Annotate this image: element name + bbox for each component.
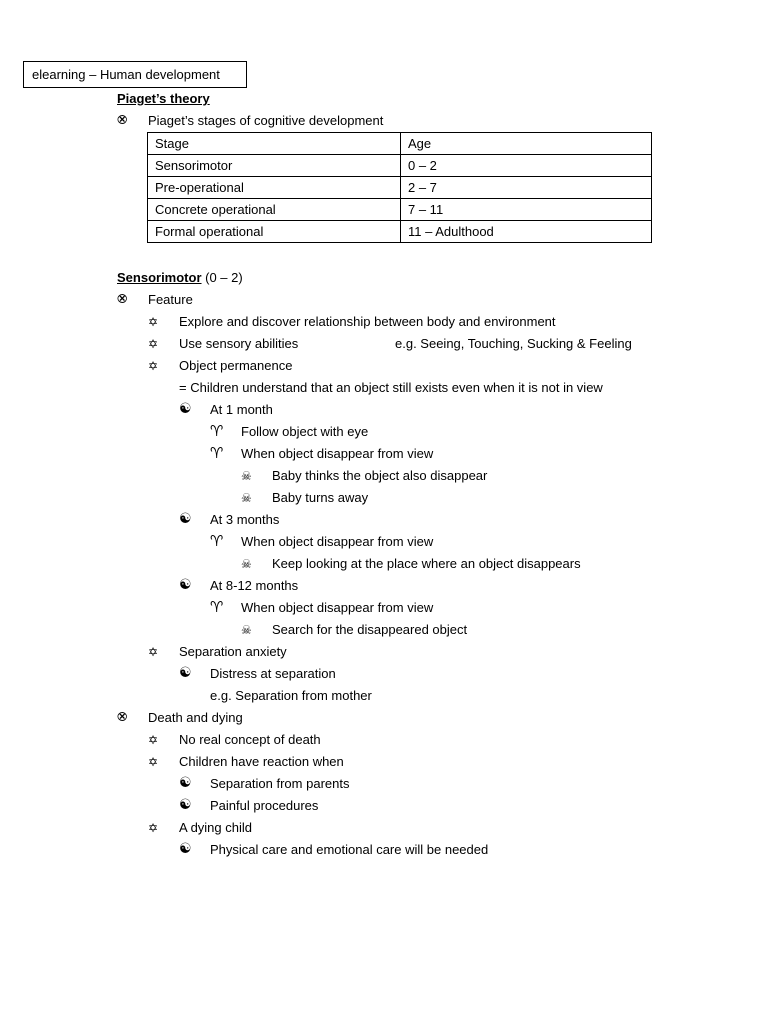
list-item-example: e.g. Seeing, Touching, Sucking & Feeling xyxy=(395,336,632,351)
death-label: Death and dying xyxy=(148,710,243,725)
stages-intro: Piaget’s stages of cognitive development xyxy=(148,113,384,128)
flag-bullet-icon: ⮿ xyxy=(117,292,128,307)
list-item: Baby thinks the object also disappear xyxy=(272,468,488,483)
definition-text: = Children understand that an object still exists even when it is not in view xyxy=(179,380,603,395)
sensorimotor-range: (0 – 2) xyxy=(201,270,243,285)
table-cell: Pre-operational xyxy=(148,177,401,199)
feature-label: Feature xyxy=(148,292,193,307)
star-bullet-icon: ✡ xyxy=(148,733,159,747)
table-cell: 11 – Adulthood xyxy=(401,221,652,243)
list-item: No real concept of death xyxy=(179,732,321,747)
list-item: Keep looking at the place where an object disappears xyxy=(272,556,581,571)
skull-bullet-icon: ☠ xyxy=(241,557,252,571)
section-title: Piaget’s theory xyxy=(117,91,210,106)
yin-yang-bullet-icon: ☯ xyxy=(179,775,192,791)
table-row xyxy=(148,177,652,199)
list-item: Search for the disappeared object xyxy=(272,622,468,637)
table-row xyxy=(148,199,652,221)
list-item: At 3 months xyxy=(210,512,280,527)
list-item: Physical care and emotional care will be needed xyxy=(210,842,489,857)
table-row xyxy=(148,221,652,243)
table-header-cell: Age xyxy=(401,133,652,155)
document-header: elearning – Human development xyxy=(23,61,247,88)
star-bullet-icon: ✡ xyxy=(148,359,159,373)
flag-bullet-icon: ⮿ xyxy=(117,710,128,725)
skull-bullet-icon: ☠ xyxy=(241,623,252,637)
table-cell: 0 – 2 xyxy=(401,155,652,177)
list-item: Object permanence xyxy=(179,358,293,373)
yin-yang-bullet-icon: ☯ xyxy=(179,577,192,593)
star-bullet-icon: ✡ xyxy=(148,821,159,835)
list-item: Use sensory abilities xyxy=(179,336,299,351)
table-cell: 7 – 11 xyxy=(401,199,652,221)
list-item-example: e.g. Separation from mother xyxy=(210,688,372,703)
skull-bullet-icon: ☠ xyxy=(241,469,252,483)
list-item: Separation anxiety xyxy=(179,644,287,659)
table-cell: Formal operational xyxy=(148,221,401,243)
table-header-cell: Stage xyxy=(148,133,401,155)
star-bullet-icon: ✡ xyxy=(148,645,159,659)
sensorimotor-title: Sensorimotor xyxy=(117,270,202,285)
list-item: At 1 month xyxy=(210,402,273,417)
star-bullet-icon: ✡ xyxy=(148,315,159,329)
yin-yang-bullet-icon: ☯ xyxy=(179,841,192,857)
sensorimotor-heading xyxy=(117,270,243,286)
aries-bullet-icon: ♈ xyxy=(210,444,224,462)
aries-bullet-icon: ♈ xyxy=(210,532,224,550)
list-item: At 8-12 months xyxy=(210,578,299,593)
list-item: Children have reaction when xyxy=(179,754,344,769)
yin-yang-bullet-icon: ☯ xyxy=(179,511,192,527)
aries-bullet-icon: ♈ xyxy=(210,422,224,440)
list-item: Baby turns away xyxy=(272,490,369,505)
table-cell: 2 – 7 xyxy=(401,177,652,199)
list-item: When object disappear from view xyxy=(241,600,434,615)
star-bullet-icon: ✡ xyxy=(148,337,159,351)
list-item: Explore and discover relationship between body and environment xyxy=(179,314,556,329)
table-cell: Sensorimotor xyxy=(148,155,401,177)
list-item: When object disappear from view xyxy=(241,446,434,461)
yin-yang-bullet-icon: ☯ xyxy=(179,665,192,681)
yin-yang-bullet-icon: ☯ xyxy=(179,797,192,813)
flag-bullet-icon: ⮿ xyxy=(117,113,128,128)
table-header-row xyxy=(148,133,652,155)
skull-bullet-icon: ☠ xyxy=(241,491,252,505)
list-item: Painful procedures xyxy=(210,798,319,813)
list-item: Distress at separation xyxy=(210,666,336,681)
yin-yang-bullet-icon: ☯ xyxy=(179,401,192,417)
list-item: Follow object with eye xyxy=(241,424,369,439)
list-item: When object disappear from view xyxy=(241,534,434,549)
star-bullet-icon: ✡ xyxy=(148,755,159,769)
list-item: Separation from parents xyxy=(210,776,350,791)
table-cell: Concrete operational xyxy=(148,199,401,221)
stages-table xyxy=(147,132,652,243)
list-item: A dying child xyxy=(179,820,252,835)
table-row xyxy=(148,155,652,177)
aries-bullet-icon: ♈ xyxy=(210,598,224,616)
